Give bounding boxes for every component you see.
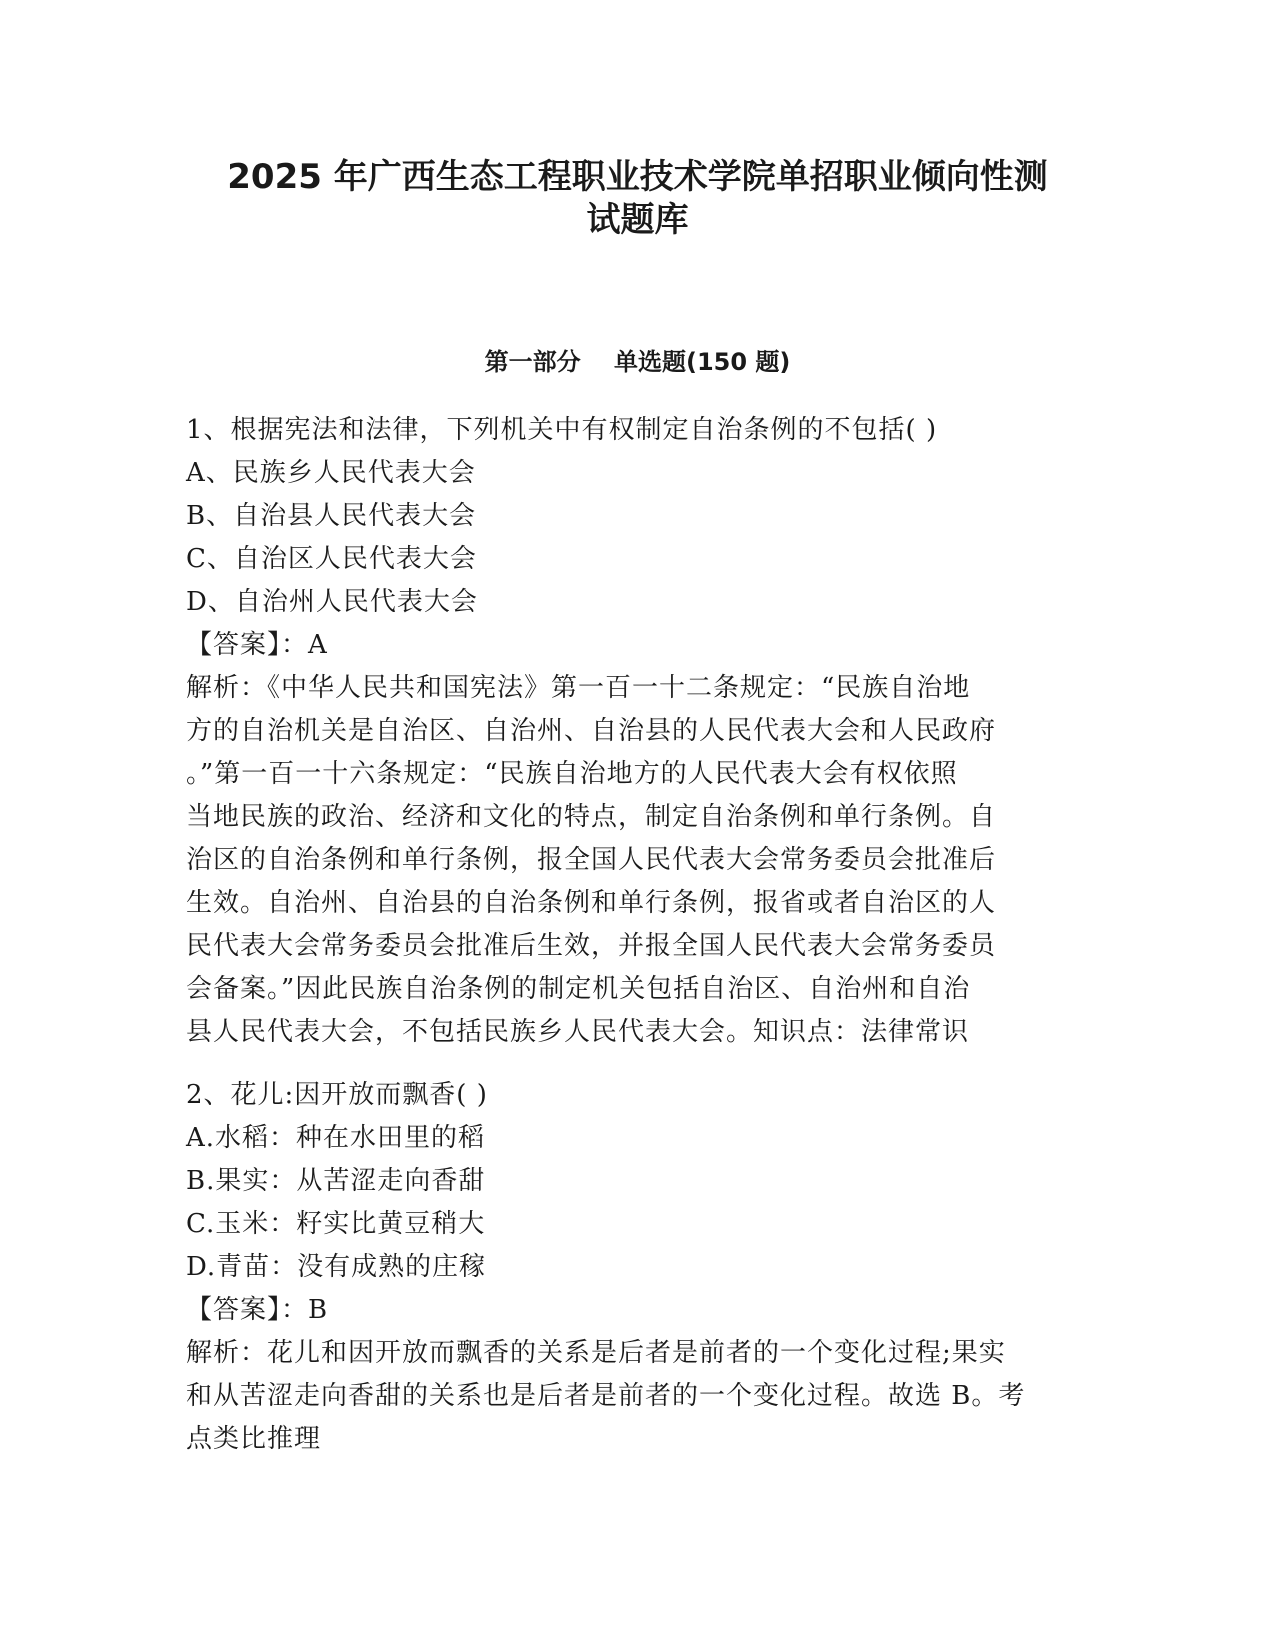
analysis-line: 解析：花儿和因开放而飘香的关系是后者是前者的一个变化过程;果实	[186, 1338, 1006, 1368]
document-title	[160, 150, 1115, 240]
option-a: A.水稻：种在水田里的稻	[186, 1123, 486, 1153]
analysis-line: 和从苦涩走向香甜的关系也是后者是前者的一个变化过程。故选 B。考	[186, 1381, 1026, 1411]
question-1	[186, 409, 1086, 1054]
analysis-line: 当地民族的政治、经济和文化的特点，制定自治条例和单行条例。自	[186, 802, 997, 832]
option-d: D.青苗：没有成熟的庄稼	[186, 1252, 487, 1282]
analysis-paragraph	[186, 1332, 1086, 1461]
analysis-line: 生效。自治州、自治县的自治条例和单行条例，报省或者自治区的人	[186, 888, 997, 918]
title-line-2: 试题库	[586, 200, 689, 240]
option-a: A、民族乡人民代表大会	[186, 458, 476, 488]
title-line-1: 2025 年广西生态工程职业技术学院单招职业倾向性测	[227, 157, 1048, 197]
answer-line: 【答案】：A	[186, 630, 328, 660]
answer-line: 【答案】：B	[186, 1295, 329, 1325]
option-b: B.果实：从苦涩走向香甜	[186, 1166, 486, 1196]
analysis-paragraph	[186, 667, 1086, 1054]
question-list	[186, 409, 1086, 1461]
option-d: D、自治州人民代表大会	[186, 587, 478, 617]
question-stem: 2、花儿:因开放而飘香( )	[186, 1080, 488, 1110]
analysis-line: 民代表大会常务委员会批准后生效，并报全国人民代表大会常务委员	[186, 931, 997, 961]
analysis-line: 解析：《中华人民共和国宪法》第一百一十二条规定：“民族自治地	[186, 673, 971, 703]
option-c: C、自治区人民代表大会	[186, 544, 477, 574]
question-2	[186, 1074, 1086, 1461]
analysis-line: 治区的自治条例和单行条例，报全国人民代表大会常务委员会批准后	[186, 845, 997, 875]
section-heading: 第一部分 单选题(150 题)	[484, 348, 791, 376]
question-stem: 1、根据宪法和法律，下列机关中有权制定自治条例的不包括( )	[186, 415, 938, 445]
analysis-line: 点类比推理	[186, 1424, 322, 1454]
analysis-line: 县人民代表大会，不包括民族乡人民代表大会。知识点：法律常识	[186, 1017, 970, 1047]
analysis-line: 方的自治机关是自治区、自治州、自治县的人民代表大会和人民政府	[186, 716, 997, 746]
option-c: C.玉米：籽实比黄豆稍大	[186, 1209, 486, 1239]
option-b: B、自治县人民代表大会	[186, 501, 477, 531]
analysis-line: 会备案。”因此民族自治条例的制定机关包括自治区、自治州和自治	[186, 974, 971, 1004]
analysis-line: 。”第一百一十六条规定：“民族自治地方的人民代表大会有权依照	[186, 759, 958, 789]
